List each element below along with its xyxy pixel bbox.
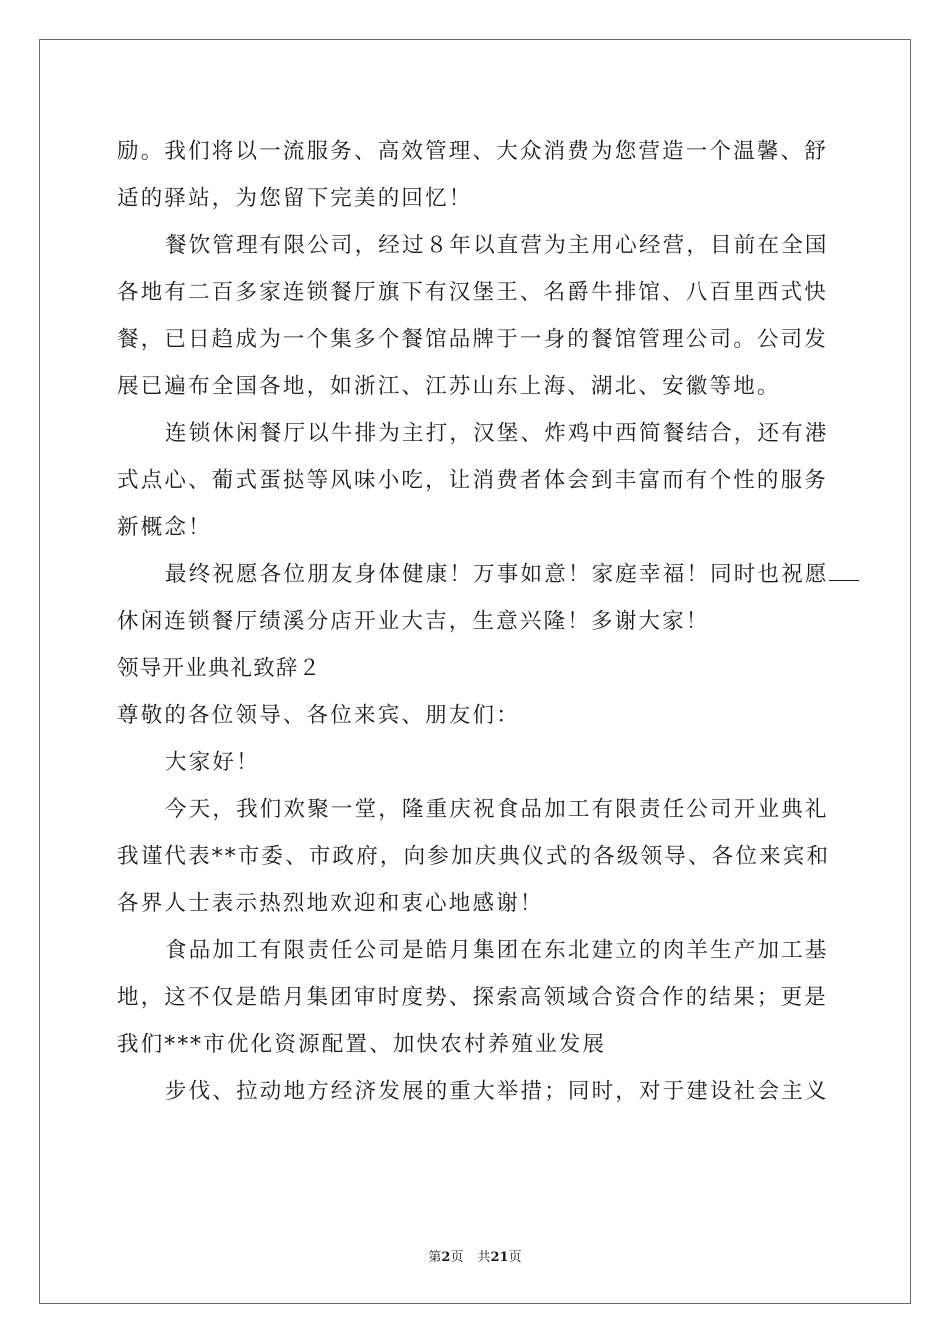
text-line (117, 974, 835, 1021)
text-line-content: 我们***市优化资源配置、加快农村养殖业发展 (117, 1032, 607, 1057)
text-line (117, 551, 835, 598)
text-line (117, 316, 835, 363)
text-line-content: 步伐、拉动地方经济发展的重大举措；同时，对于建设社会主义 (165, 1079, 829, 1104)
footer-page-prefix: 第 (428, 1250, 442, 1265)
text-line (117, 175, 835, 222)
text-line-content: 展已遍布全国各地，如浙江、江苏山东上海、湖北、安徽等地。 (117, 374, 781, 399)
text-line-content: 餐饮管理有限公司，经过８年以直营为主用心经营，目前在全国 (165, 233, 829, 258)
text-line (117, 927, 835, 974)
text-line (117, 222, 835, 269)
text-line-content: 励。我们将以一流服务、高效管理、大众消费为您营造一个温馨、舒 (117, 139, 829, 164)
text-line (117, 880, 835, 927)
text-line (117, 457, 835, 504)
text-line-content: 各地有二百多家连锁餐厅旗下有汉堡王、名爵牛排馆、八百里西式快 (117, 280, 829, 305)
text-line (117, 786, 835, 833)
footer-total-prefix: 共 (477, 1250, 491, 1265)
text-line-content: 连锁休闲餐厅以牛排为主打，汉堡、炸鸡中西简餐结合，还有港 (165, 421, 829, 446)
text-line-content: 食品加工有限责任公司是皓月集团在东北建立的肉羊生产加工基 (165, 938, 829, 963)
text-line (117, 1068, 835, 1115)
text-line (117, 504, 835, 551)
section-heading (117, 645, 835, 692)
text-line (117, 739, 835, 786)
text-line-content: 今天，我们欢聚一堂，隆重庆祝食品加工有限责任公司开业典礼 (165, 797, 829, 822)
text-line-content: 各界人士表示热烈地欢迎和衷心地感谢！ (117, 891, 544, 916)
text-line-content: 领导开业典礼致辞２ (117, 656, 322, 681)
text-line-content: 最终祝愿各位朋友身体健康！万事如意！家庭幸福！同时也祝愿 (165, 562, 829, 587)
text-line (117, 833, 835, 880)
fill-in-blank (829, 566, 859, 581)
text-line (117, 692, 835, 739)
text-line (117, 598, 835, 645)
text-line (117, 269, 835, 316)
text-line-content: 新概念！ (117, 515, 212, 540)
text-line-content: 大家好！ (165, 750, 260, 775)
text-line-content: 地，这不仅是皓月集团审时度势、探索高领域合资合作的结果；更是 (117, 985, 829, 1010)
text-line (117, 128, 835, 175)
text-line (117, 410, 835, 457)
text-line (117, 1021, 835, 1068)
text-line-content: 适的驿站，为您留下完美的回忆！ (117, 186, 473, 211)
text-line-content: 尊敬的各位领导、各位来宾、朋友们： (117, 703, 520, 728)
text-line-content: 我谨代表**市委、市政府，向参加庆典仪式的各级领导、各位来宾和 (117, 844, 831, 869)
footer-page-number: 2 (441, 1250, 451, 1265)
document-body (117, 128, 835, 1115)
text-line (117, 363, 835, 410)
text-line-content: 休闲连锁餐厅绩溪分店开业大吉，生意兴隆！多谢大家！ (117, 609, 710, 634)
footer-total-number: 21 (490, 1250, 509, 1265)
page-footer (0, 1246, 950, 1265)
footer-page-suffix: 页 (450, 1250, 464, 1265)
text-line-content: 式点心、葡式蛋挞等风味小吃，让消费者体会到丰富而有个性的服务 (117, 468, 829, 493)
footer-total-suffix: 页 (508, 1250, 522, 1265)
text-line-content: 餐，已日趋成为一个集多个餐馆品牌于一身的餐馆管理公司。公司发 (117, 327, 829, 352)
